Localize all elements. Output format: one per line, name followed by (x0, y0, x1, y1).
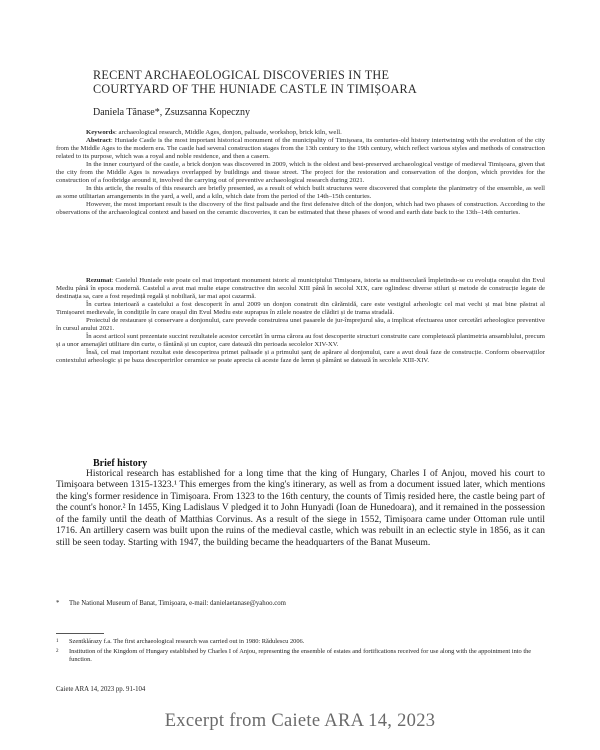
article-title (93, 69, 533, 96)
rezumat-paragraph: În curtea interioară a castelului a fost descoperit în anul 2009 un donjon construit din cărămidă, care este vestigiul arheologic cel mai vechi și mai bine păstrat al Timișoarei medievale, în condițiile în care orașul din Evul Mediu este suprapus în zilele noastre de clădiri și de trama stradală. (56, 300, 545, 316)
journal-reference: Caiete ARA 14, 2023 pp. 91-104 (56, 686, 146, 693)
author-list: Daniela Tănase*, Zsuzsanna Kopeczny (93, 107, 250, 118)
footnote (56, 638, 545, 646)
abstract-text-1: : Huniade Castle is the most important historical monument of the municipality of Timișoara, its centuries-old history intertwining with the evolution of the city from the Middle Ages to the modern era. The castle had several construction stages from the 13th century to the 19th century, which reflect various styles and methods of construction related to its purpose, which was a royal and noble residence, and then a casern. (56, 136, 545, 160)
affiliation-text: The National Museum of Banat, Timișoara, e-mail: danielaetanase@yahoo.com (69, 600, 286, 607)
keywords-label: Keywords (86, 129, 115, 136)
author-affiliation (56, 600, 545, 607)
footnote-number: 2 (56, 649, 59, 654)
abstract-paragraph: In the inner courtyard of the castle, a brick donjon was discovered in 2009, which is the oldest and best-preserved archaeological vestige of medieval Timișoara, given that the city from the Middle Ages is nowadays overlapped by buildings and tissue street. The project for the restoration and conservation of the donjon, which provides for the construction of a footbridge around it, involved the carrying out of preventive archaeological research during 2021. (56, 160, 545, 184)
rezumat-paragraph (56, 277, 545, 301)
footnote (56, 648, 545, 664)
keywords-text: : archaeological research, Middle Ages, donjon, palisade, workshop, brick kiln, well. (114, 129, 342, 136)
body-paragraph: Historical research has established for a long time that the king of Hungary, Charles I of Anjou, moved his court to Timișoara between 1315-1323.¹ This emerges from the king's itinerary, as well as from a document issued later, which mentions the king's former residence in Timișoara. From 1323 to the 16th century, the counts of Timiș resided here, the castle being part of the count's honor.² In 1455, King Ladislaus V pledged it to John Hunyadi (Ioan de Hunedoara), and it remained in the possession of the family until the death of Matthias Corvinus. As a result of the siege in 1552, Timișoara came under Ottoman rule until 1716. An artillery casern was built upon the ruins of the medieval castle, which was rebuilt in an eclectic style in 1856, as it can still be seen today. Starting with 1947, the building became the headquarters of the Banat Museum. (56, 469, 545, 548)
rezumat-text-1: : Castelul Huniade este poate cel mai important monument istoric al municipiului Timișoara, istoria sa multiseculară împletindu-se cu evoluția orașului din Evul Mediu până în epoca modernă. Castelul a avut mai multe etape constructive din secolul XIII până în secolul XIX, care oglindesc diverse stiluri și metode de construcție legate de destinația sa, care a fost reședință regală și nobiliară, iar mai apoi cazarmă. (56, 277, 545, 300)
affiliation-mark: * (56, 600, 60, 607)
rezumat-block (56, 277, 545, 364)
rezumat-paragraph: Însă, cel mai important rezultat este descoperirea primei palisade și a primului șanț de apărare al donjonului, care a avut două faze de construcție. Conform observațiilor contextului arheologic și pe baza descoperirilor ceramice se poate aprecia că aceste faze de lemn și pământ se datează în secolele XIII-XIV. (56, 348, 545, 364)
keywords-and-abstract (56, 129, 545, 216)
rezumat-paragraph: Proiectul de restaurare și conservare a donjonului, care prevede construirea unei pasarele de jur-împrejurul său, a implicat efectuarea unor cercetări arheologice preventive în cursul anului 2021. (56, 316, 545, 332)
rezumat-label: Rezumat (86, 277, 112, 284)
footnote-text: Szentklárazy f.a. The first archaeological research was carried out in 1980: Rădulescu 2006. (69, 638, 305, 645)
title-line-2: COURTYARD OF THE HUNIADE CASTLE IN TIMIȘOARA (93, 81, 417, 96)
abstract-paragraph: In this article, the results of this research are briefly presented, as a result of which built structures were discovered that complete the planimetry of the ensemble, as well as some utilitarian arrangements in the yard, a well, and a kiln, which date from the period of the 14th–15th centuries. (56, 184, 545, 200)
excerpt-banner: Excerpt from Caiete ARA 14, 2023 (164, 711, 436, 731)
footnote-divider (56, 633, 104, 634)
keywords (56, 129, 545, 137)
abstract-paragraph: However, the most important result is the discovery of the first palisade and the first defensive ditch of the donjon, which had two phases of construction. According to the observations of the archaeological context and based on the ceramic discoveries, it can be estimated that these phases of wood and earth date back to the 13th–14th centuries. (56, 200, 545, 216)
abstract-label: Abstract (86, 136, 111, 144)
title-line-1: RECENT ARCHAEOLOGICAL DISCOVERIES IN THE (93, 68, 390, 82)
abstract-paragraph (56, 137, 545, 161)
footnote-number: 1 (56, 639, 59, 644)
rezumat-paragraph: În acest articol sunt prezentate succint rezultatele acestor cercetări în urma cărora au fost descoperite structuri construite care completează planimetria ansamblului, precum și a unor amenajări utilitare din curte, o fântână și un cuptor, care datează din perioada secolelor XIV-XV. (56, 332, 545, 348)
footnote-text: Institution of the Kingdom of Hungary established by Charles I of Anjou, representing the ensemble of estates and fortifications received for use along with the appointment into the function. (69, 648, 532, 663)
section-heading: Brief history (93, 458, 148, 469)
